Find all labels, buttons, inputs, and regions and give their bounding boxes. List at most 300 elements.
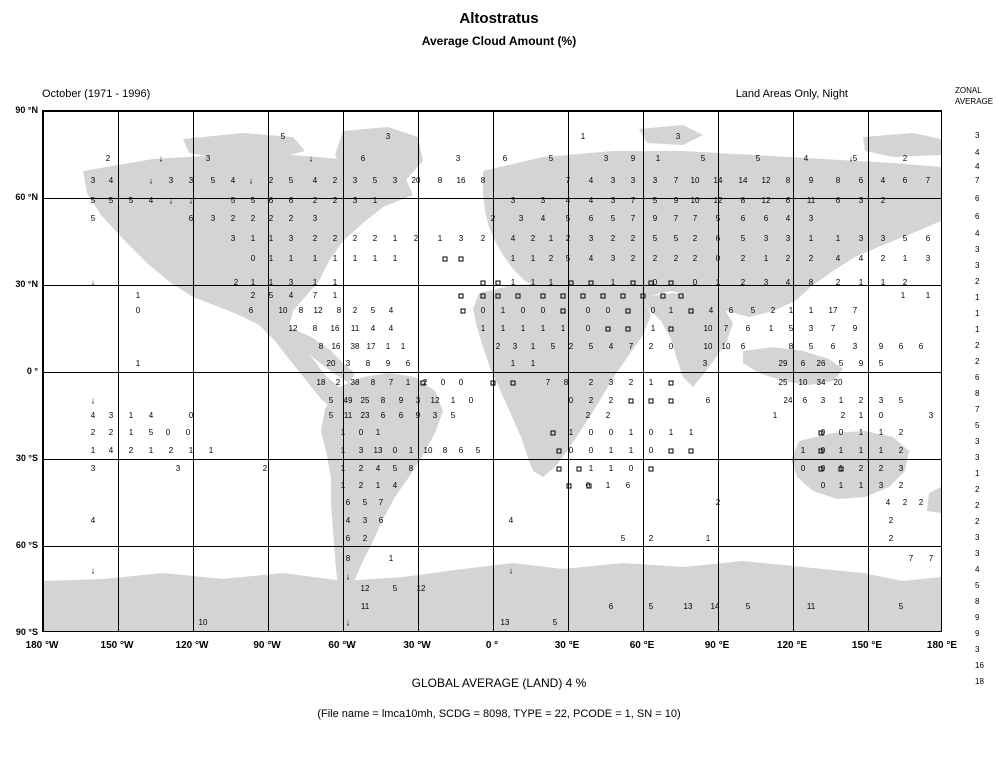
grid-cell-value: 0 [568, 446, 574, 455]
grid-cell-arrow-marker: ↓ [508, 565, 514, 576]
grid-cell-value: 2 [262, 464, 268, 473]
grid-cell-value: 2 [918, 498, 924, 507]
grid-cell-value: 29 [778, 359, 788, 368]
grid-cell-value: 2 [358, 464, 364, 473]
grid-cell-below-half-square [459, 294, 464, 299]
gridline-vertical [43, 111, 44, 631]
grid-cell-value: 6 [802, 396, 808, 405]
x-axis-tick-label: 30 °E [554, 640, 580, 651]
grid-cell-value: 2 [808, 254, 814, 263]
zonal-header-line1: ZONAL [955, 86, 982, 95]
grid-cell-below-half-square [649, 467, 654, 472]
grid-cell-value: 2 [880, 254, 886, 263]
grid-cell-value: 7 [545, 378, 551, 387]
x-axis-tick-label: 120 °W [175, 640, 209, 651]
grid-cell-value: 3 [288, 278, 294, 287]
grid-cell-value: 24 [783, 396, 793, 405]
grid-cell-value: 1 [188, 446, 194, 455]
world-map-chart [42, 110, 942, 632]
grid-cell-value: 1 [312, 278, 318, 287]
grid-cell-value: 1 [437, 234, 443, 243]
grid-cell-value: 0 [250, 254, 256, 263]
grid-cell-value: 0 [648, 428, 654, 437]
grid-cell-value: 8 [408, 464, 414, 473]
grid-cell-value: 4 [885, 498, 891, 507]
grid-cell-value: 6 [898, 342, 904, 351]
grid-cell-value: 1 [135, 291, 141, 300]
grid-cell-value: 5 [648, 602, 654, 611]
grid-cell-value: 3 [175, 464, 181, 473]
grid-cell-value: 2 [332, 176, 338, 185]
grid-cell-value: 2 [568, 342, 574, 351]
grid-cell-value: 2 [168, 446, 174, 455]
grid-cell-value: 1 [668, 306, 674, 315]
grid-cell-value: 5 [372, 176, 378, 185]
grid-cell-value: 3 [415, 396, 421, 405]
grid-cell-below-half-square [541, 294, 546, 299]
grid-cell-value: 6 [380, 411, 386, 420]
grid-cell-value: 5 [652, 196, 658, 205]
grid-cell-value: 10 [278, 306, 288, 315]
grid-cell-value: 7 [312, 291, 318, 300]
grid-cell-value: 8 [345, 554, 351, 563]
grid-cell-below-half-square [567, 484, 572, 489]
grid-cell-value: 26 [816, 359, 826, 368]
y-axis-tick-label: 90 °N [15, 105, 38, 115]
grid-cell-below-half-square [569, 281, 574, 286]
grid-cell-below-half-square [461, 309, 466, 314]
grid-cell-value: 1 [268, 278, 274, 287]
x-axis-tick-label: 60 °W [328, 640, 356, 651]
grid-cell-value: 3 [878, 396, 884, 405]
grid-cell-value: 1 [838, 464, 844, 473]
grid-cell-value: 1 [763, 254, 769, 263]
grid-cell-value: 6 [918, 342, 924, 351]
zonal-average-value: 7 [975, 176, 980, 185]
grid-cell-value: 7 [852, 306, 858, 315]
grid-cell-value: 6 [705, 396, 711, 405]
grid-cell-below-half-square [557, 449, 562, 454]
grid-cell-value: 6 [858, 176, 864, 185]
grid-cell-value: 1 [340, 464, 346, 473]
grid-cell-value: 1 [388, 554, 394, 563]
zonal-average-value: 2 [975, 277, 980, 286]
grid-cell-value: 49 [343, 396, 353, 405]
grid-cell-value: 3 [432, 411, 438, 420]
grid-cell-below-half-square [669, 399, 674, 404]
grid-cell-value: 9 [858, 359, 864, 368]
grid-cell-value: 2 [608, 396, 614, 405]
grid-cell-value: 0 [588, 428, 594, 437]
grid-cell-below-half-square [649, 399, 654, 404]
grid-cell-value: 2 [358, 481, 364, 490]
grid-cell-value: 1 [560, 324, 566, 333]
grid-cell-below-half-square [626, 327, 631, 332]
grid-cell-value: 0 [585, 306, 591, 315]
grid-cell-value: 2 [785, 254, 791, 263]
grid-cell-below-half-square [649, 281, 654, 286]
grid-cell-value: 3 [702, 359, 708, 368]
grid-cell-value: 5 [565, 254, 571, 263]
grid-cell-value [941, 343, 942, 351]
grid-cell-value: 3 [108, 411, 114, 420]
grid-cell-value: 8 [298, 306, 304, 315]
grid-cell-value: 2 [610, 234, 616, 243]
grid-cell-value: 3 [352, 196, 358, 205]
grid-cell-value: 2 [858, 396, 864, 405]
grid-cell-value: 1 [332, 278, 338, 287]
grid-cell-value: 9 [385, 359, 391, 368]
grid-cell-value: 25 [360, 396, 370, 405]
grid-cell-value: 2 [630, 234, 636, 243]
grid-cell-value: 1 [858, 411, 864, 420]
grid-cell-below-half-square [561, 309, 566, 314]
grid-cell-value: 1 [530, 342, 536, 351]
grid-cell-value: 4 [785, 278, 791, 287]
grid-cell-value: 1 [838, 481, 844, 490]
grid-cell-value: 18 [316, 378, 326, 387]
grid-cell-value: 6 [715, 234, 721, 243]
grid-cell-value: 2 [630, 254, 636, 263]
grid-cell-value: 5 [250, 196, 256, 205]
grid-cell-value: 0 [468, 396, 474, 405]
grid-cell-value: 16 [330, 324, 340, 333]
zonal-average-value: 6 [975, 212, 980, 221]
page-subtitle: Average Cloud Amount (%) [421, 34, 577, 48]
grid-cell-value: 5 [280, 132, 286, 141]
grid-cell-value: 1 [250, 278, 256, 287]
grid-cell-value: 8 [563, 378, 569, 387]
zonal-average-value: 3 [975, 533, 980, 542]
grid-cell-value: 1 [878, 446, 884, 455]
gridline-vertical [340, 111, 346, 631]
grid-cell-value: 2 [108, 428, 114, 437]
grid-cell-value: 5 [475, 446, 481, 455]
grid-cell-value: 6 [608, 602, 614, 611]
grid-cell-value: 2 [673, 254, 679, 263]
grid-cell-value: 2 [288, 214, 294, 223]
grid-cell-value: 9 [878, 342, 884, 351]
grid-cell-value: 1 [608, 464, 614, 473]
grid-cell-value: 1 [925, 291, 931, 300]
grid-cell-value: 4 [388, 324, 394, 333]
grid-cell-value: 1 [788, 306, 794, 315]
grid-cell-value: 1 [878, 428, 884, 437]
zonal-average-value: 3 [975, 131, 980, 140]
grid-cell-value: 4 [312, 176, 318, 185]
grid-cell-value: 4 [392, 481, 398, 490]
grid-cell-value: 5 [715, 214, 721, 223]
zonal-average-value: 1 [975, 325, 980, 334]
grid-cell-value: 4 [508, 516, 514, 525]
grid-cell-value: 3 [763, 234, 769, 243]
grid-cell-below-half-square [641, 294, 646, 299]
grid-cell-value: 10 [721, 342, 731, 351]
grid-cell-value: 1 [372, 196, 378, 205]
grid-cell-below-half-square [661, 294, 666, 299]
grid-cell-value: 10 [703, 324, 713, 333]
grid-cell-value: 2 [858, 464, 864, 473]
grid-cell-value: 3 [518, 214, 524, 223]
grid-cell-value: 4 [90, 411, 96, 420]
grid-cell-value: 1 [500, 324, 506, 333]
gridline-vertical [118, 111, 119, 631]
grid-cell-value: 7 [692, 214, 698, 223]
grid-cell-value: 16 [456, 176, 466, 185]
grid-cell-value: 3 [352, 176, 358, 185]
grid-cell-value: 2 [268, 214, 274, 223]
data-scope-label: Land Areas Only, Night [735, 88, 848, 100]
grid-cell-value: 2 [362, 534, 368, 543]
grid-cell-value: 1 [568, 428, 574, 437]
grid-cell-value: 5 [852, 154, 858, 163]
grid-cell-value: 0 [715, 254, 721, 263]
grid-cell-value: 3 [808, 214, 814, 223]
grid-cell-value: 5 [450, 411, 456, 420]
grid-cell-value: 0 [480, 306, 486, 315]
zonal-average-value: 2 [975, 517, 980, 526]
grid-cell-value: 1 [705, 534, 711, 543]
grid-cell-below-half-square [581, 294, 586, 299]
grid-cell-value: 1 [510, 278, 516, 287]
zonal-average-value: 3 [975, 645, 980, 654]
grid-cell-value: 2 [90, 428, 96, 437]
grid-cell-below-half-square [629, 399, 634, 404]
grid-cell-value: 8 [785, 176, 791, 185]
grid-cell-value: 1 [858, 428, 864, 437]
gridline-horizontal [43, 285, 941, 286]
grid-cell-value: 2 [902, 154, 908, 163]
grid-cell-value: 1 [450, 396, 456, 405]
zonal-average-value: 1 [975, 469, 980, 478]
grid-cell-value: 1 [610, 278, 616, 287]
grid-cell-value: 5 [898, 396, 904, 405]
grid-cell-value: 2 [332, 234, 338, 243]
grid-cell-below-half-square [516, 294, 521, 299]
grid-cell-value: 5 [808, 342, 814, 351]
grid-cell-below-half-square [621, 294, 626, 299]
grid-cell-value: 1 [900, 291, 906, 300]
gridline-vertical [490, 111, 496, 631]
grid-cell-value [941, 447, 942, 455]
grid-cell-value: 1 [372, 254, 378, 263]
grid-cell-value: 1 [400, 342, 406, 351]
grid-cell-value: 4 [345, 516, 351, 525]
grid-cell-below-half-square [496, 294, 501, 299]
grid-cell-value: 5 [902, 234, 908, 243]
page-title: Altostratus [459, 10, 539, 27]
grid-cell-value: 2 [628, 378, 634, 387]
grid-cell-value: 1 [268, 254, 274, 263]
grid-cell-value: 6 [288, 196, 294, 205]
grid-cell-value: 1 [628, 428, 634, 437]
grid-cell-value: 8 [835, 176, 841, 185]
grid-cell-below-half-square [819, 446, 826, 455]
grid-cell-value: 6 [625, 481, 631, 490]
grid-cell-arrow-marker: ↓ [345, 571, 351, 582]
x-axis-tick-label: 0 ° [485, 640, 499, 651]
grid-cell-value: 8 [480, 176, 486, 185]
grid-cell-value: 5 [700, 154, 706, 163]
grid-cell-value: 2 [902, 498, 908, 507]
grid-cell-value: 4 [370, 324, 376, 333]
grid-cell-below-half-square [669, 381, 674, 386]
grid-cell-value: 8 [365, 359, 371, 368]
grid-cell-value: 8 [442, 446, 448, 455]
grid-cell-value: 7 [628, 342, 634, 351]
grid-cell-value: 2 [888, 534, 894, 543]
grid-cell-value: 3 [852, 342, 858, 351]
grid-cell-value: 4 [108, 446, 114, 455]
zonal-average-value: 2 [975, 501, 980, 510]
grid-cell-below-half-square [421, 378, 428, 387]
grid-cell-value [941, 465, 942, 473]
grid-cell-value: 0 [820, 464, 826, 473]
grid-cell-value: 0 [568, 396, 574, 405]
grid-cell-value: 6 [360, 154, 366, 163]
grid-cell-value: 4 [708, 306, 714, 315]
grid-cell-value: 5 [362, 498, 368, 507]
grid-cell-value: 38 [350, 342, 360, 351]
grid-cell-value: 0 [800, 464, 806, 473]
grid-cell-value: 5 [673, 234, 679, 243]
grid-cell-value: 5 [552, 618, 558, 627]
grid-cell-value: 6 [378, 516, 384, 525]
zonal-average-value: 4 [975, 229, 980, 238]
grid-cell-value: 8 [740, 196, 746, 205]
grid-cell-value: 2 [565, 234, 571, 243]
grid-cell-below-half-square [819, 464, 826, 473]
period-label: October (1971 - 1996) [42, 88, 151, 100]
zonal-average-value: 8 [975, 389, 980, 398]
grid-cell-arrow-marker: ↓ [168, 195, 174, 206]
grid-cell-value: 2 [715, 498, 721, 507]
grid-cell-value: 4 [588, 176, 594, 185]
grid-cell-value: 2 [268, 176, 274, 185]
grid-cell-value: 1 [650, 324, 656, 333]
gridline-horizontal [43, 546, 941, 547]
grid-cell-value: 1 [540, 324, 546, 333]
zonal-average-value: 8 [975, 597, 980, 606]
grid-cell-value: 5 [230, 196, 236, 205]
grid-cell-value: 6 [740, 342, 746, 351]
grid-cell-value: 4 [288, 291, 294, 300]
grid-cell-value: 4 [803, 154, 809, 163]
x-axis-tick-label: 150 °W [100, 640, 134, 651]
grid-cell-value: 7 [723, 324, 729, 333]
grid-cell-value: 1 [880, 278, 886, 287]
grid-cell-value: 6 [925, 234, 931, 243]
grid-cell-value: 17 [366, 342, 376, 351]
grid-cell-value: 11 [806, 602, 816, 611]
grid-cell-value: 1 [902, 254, 908, 263]
grid-cell-value: 8 [808, 278, 814, 287]
x-axis-tick-label: 30 °W [403, 640, 431, 651]
grid-cell-value: 0 [588, 446, 594, 455]
grid-cell-value: 5 [328, 411, 334, 420]
grid-cell-value: 1 [332, 254, 338, 263]
zonal-average-value: 9 [975, 629, 980, 638]
grid-cell-value: 10 [798, 378, 808, 387]
grid-cell-below-half-square [669, 327, 674, 332]
grid-cell-value: 1 [808, 306, 814, 315]
grid-cell-value: 2 [648, 534, 654, 543]
grid-cell-value: 1 [530, 254, 536, 263]
grid-cell-value: 2 [692, 234, 698, 243]
grid-cell-value: 1 [668, 428, 674, 437]
grid-cell-below-half-square [481, 281, 486, 286]
grid-cell-value: 3 [312, 214, 318, 223]
landmass-shapes [43, 111, 941, 631]
grid-cell-below-half-square [459, 257, 464, 262]
grid-cell-value: 6 [248, 306, 254, 315]
grid-cell-value: 1 [408, 446, 414, 455]
grid-cell-value: 2 [692, 254, 698, 263]
zonal-average-value: 2 [975, 485, 980, 494]
grid-cell-value: 6 [345, 534, 351, 543]
grid-cell-value: 4 [375, 464, 381, 473]
grid-cell-value: 5 [370, 306, 376, 315]
grid-cell-below-half-square [557, 467, 562, 472]
grid-cell-value: 3 [898, 464, 904, 473]
grid-cell-value: 1 [375, 481, 381, 490]
grid-cell-value: 0 [838, 428, 844, 437]
grid-cell-below-half-square [551, 431, 556, 436]
grid-cell-value: 3 [675, 132, 681, 141]
grid-cell-below-half-square [819, 428, 826, 437]
grid-cell-value: 14 [738, 176, 748, 185]
grid-cell-value: 6 [745, 324, 751, 333]
grid-cell-below-half-square [679, 294, 684, 299]
grid-cell-value: 1 [688, 428, 694, 437]
grid-cell-value: 5 [128, 196, 134, 205]
grid-cell-value: 20 [411, 176, 421, 185]
grid-cell-value: 12 [360, 584, 370, 593]
grid-cell-below-half-square [689, 309, 694, 314]
grid-cell-value: 6 [763, 214, 769, 223]
grid-cell-value: 3 [610, 254, 616, 263]
grid-cell-below-half-square [606, 327, 611, 332]
grid-cell-value: 8 [380, 396, 386, 405]
grid-cell-value: 16 [331, 342, 341, 351]
grid-cell-value: 4 [230, 176, 236, 185]
grid-cell-value: 6 [268, 196, 274, 205]
grid-cell-value: 5 [548, 154, 554, 163]
grid-cell-value: 3 [358, 446, 364, 455]
grid-cell-value: 1 [392, 254, 398, 263]
y-axis-tick-label: 60 °N [15, 192, 38, 202]
y-axis-tick-label: 90 °S [15, 627, 38, 637]
grid-cell-value: 4 [148, 411, 154, 420]
gridline-vertical [643, 111, 644, 631]
grid-cell-value: 3 [652, 176, 658, 185]
grid-cell-value: 5 [268, 291, 274, 300]
grid-cell-value: 5 [550, 342, 556, 351]
grid-cell-value: 1 [548, 234, 554, 243]
grid-cell-value: 4 [858, 254, 864, 263]
zonal-average-value: 9 [975, 613, 980, 622]
grid-cell-value: 1 [128, 411, 134, 420]
grid-cell-value: 3 [878, 481, 884, 490]
grid-cell-arrow-marker: ↓ [248, 175, 254, 186]
grid-cell-value: 5 [328, 396, 334, 405]
grid-cell-value: 1 [500, 306, 506, 315]
grid-cell-value: 0 [605, 306, 611, 315]
grid-cell-value: 8 [788, 342, 794, 351]
grid-cell-value: 0 [652, 278, 658, 287]
grid-cell-value: 7 [908, 554, 914, 563]
grid-cell-value: 10 [703, 342, 713, 351]
